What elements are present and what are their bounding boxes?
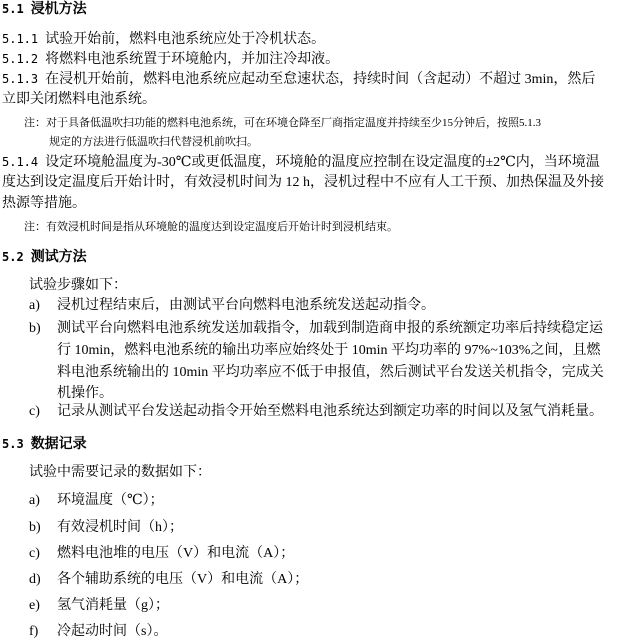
list-item <box>29 623 167 641</box>
list-marker: c) <box>29 404 40 419</box>
list-marker: a) <box>29 493 40 508</box>
list-marker: b) <box>29 520 41 535</box>
clause-text: 试验开始前，燃料电池系统应处于冷机状态。 <box>45 32 326 47</box>
clause-text-continued: 热源等措施。 <box>2 196 86 211</box>
note-text: 对于具备低温吹扫功能的燃料电池系统，可在环境仓降至厂商指定温度并持续至少15分钟后，按照5.1.3 <box>46 117 541 129</box>
list-item <box>29 571 308 589</box>
section-5-3-heading <box>2 435 87 454</box>
list-text: 有效浸机时间（h）； <box>57 520 183 535</box>
clause-5-1-1 <box>2 30 325 49</box>
note-1 <box>24 114 541 132</box>
section-5-2-heading <box>2 248 87 267</box>
list-text: 氢气消耗量（g）； <box>57 598 169 613</box>
clause-number: 5.1.2 <box>2 52 39 66</box>
section-number: 5.1 <box>2 2 24 16</box>
list-text-continued: 机操作。 <box>57 386 113 401</box>
list-marker: a) <box>29 298 40 313</box>
list-item <box>29 597 169 615</box>
list-item <box>29 320 603 338</box>
section-number: 5.3 <box>2 437 24 451</box>
list-marker: d) <box>29 572 41 587</box>
clause-text: 在浸机开始前，燃料电池系统应起动至怠速状态，持续时间（含起动）不超过 3min，然后 <box>45 72 596 87</box>
clause-5-1-2 <box>2 50 339 69</box>
list-text: 测试平台向燃料电池系统发送加载指令，加载到制造商申报的系统额定功率后持续稳定运 <box>57 321 603 336</box>
note-text-continued: 规定的方法进行低温吹扫代替浸机前吹扫。 <box>49 136 258 148</box>
intro-text: 试验步骤如下： <box>29 278 127 293</box>
clause-text-continued: 度达到设定温度后开始计时，有效浸机时间为 12 h，浸机过程中不应有人工干预、加热保温及外接 <box>2 175 604 190</box>
list-item <box>29 403 603 421</box>
list-item <box>29 492 164 510</box>
clause-5-1-3 <box>2 70 595 89</box>
list-text: 环境温度（℃）； <box>57 493 164 508</box>
clause-text: 将燃料电池系统置于环境舱内，并加注冷却液。 <box>45 52 340 67</box>
note-2 <box>24 218 398 236</box>
list-text: 浸机过程结束后，由测试平台向燃料电池系统发送起动指令。 <box>57 298 435 313</box>
list-text: 记录从测试平台发送起动指令开始至燃料电池系统达到额定功率的时间以及氢气消耗量。 <box>57 404 603 419</box>
clause-number: 5.1.4 <box>2 155 39 169</box>
list-text-continued: 料电池系统输出的 10min 平均功率应不低于申报值，然后测试平台发送关机指令，完成关 <box>57 365 604 380</box>
section-title: 浸机方法 <box>30 2 87 17</box>
list-item <box>29 519 183 537</box>
section-title: 测试方法 <box>30 250 87 265</box>
clause-number: 5.1.1 <box>2 32 39 46</box>
list-text: 各个辅助系统的电压（V）和电流（A）； <box>57 572 309 587</box>
list-text-continued: 行 10min，燃料电池系统的输出功率应始终处于 10min 平均功率的 97%~103%之间，且燃 <box>57 343 601 358</box>
list-marker: c) <box>29 546 40 561</box>
list-item <box>29 297 435 315</box>
section-5-1-heading <box>2 0 87 19</box>
list-item <box>29 545 294 563</box>
list-marker: b) <box>29 321 41 336</box>
clause-text: 设定环境舱温度为-30℃或更低温度，环境舱的温度应控制在设定温度的±2℃内，当环境温 <box>45 155 600 170</box>
clause-number: 5.1.3 <box>2 72 39 86</box>
section-number: 5.2 <box>2 250 24 264</box>
list-marker: f) <box>29 624 39 639</box>
clause-text-continued: 立即关闭燃料电池系统。 <box>2 92 156 107</box>
list-text: 冷起动时间（s）。 <box>57 624 168 639</box>
section-title: 数据记录 <box>30 437 87 452</box>
list-text: 燃料电池堆的电压（V）和电流（A）； <box>57 546 295 561</box>
clause-5-1-4 <box>2 153 600 172</box>
note-text: 有效浸机时间是指从环境舱的温度达到设定温度后开始计时到浸机结束。 <box>46 221 398 233</box>
list-marker: e) <box>29 598 40 613</box>
note-label: 注： <box>24 117 46 129</box>
intro-text: 试验中需要记录的数据如下： <box>29 465 211 480</box>
note-label: 注： <box>24 221 46 233</box>
